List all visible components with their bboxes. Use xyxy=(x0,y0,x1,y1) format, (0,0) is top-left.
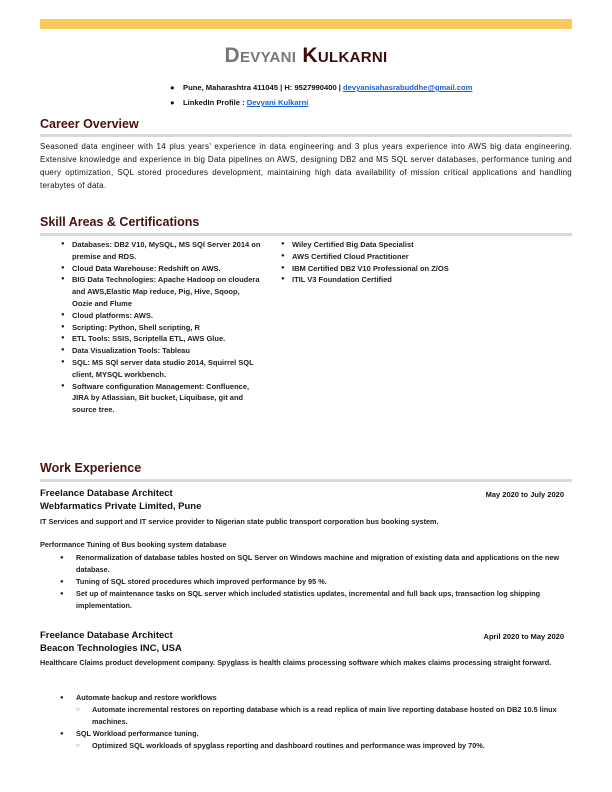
job-project: Performance Tuning of Bus booking system database xyxy=(40,540,227,549)
job-company: Webfarmatics Private Limited, Pune xyxy=(40,501,202,512)
skills-list xyxy=(61,239,261,416)
job-sub-bullet: ○ Optimized SQL workloads of spyglass reporting and dashboard routines and performance was improved by 70%. xyxy=(76,740,570,752)
skill-item: ● Cloud Data Warehouse: Redshift on AWS. xyxy=(61,263,261,275)
job-bullet: ● Tuning of SQL stored procedures which improved performance by 95 %. xyxy=(60,576,560,588)
job-sub-bullet: ○ Automate incremental restores on reporting database which is a read replica of main live reporting database hosted on DB2 10.5 linux machines. xyxy=(76,704,570,728)
job-bullets xyxy=(60,552,560,612)
skill-item: ● BIG Data Technologies: Apache Hadoop on cloudera and AWS,Elastic Map reduce, Pig, Hive, Sqoop, Oozie and Flume xyxy=(61,274,261,309)
career-heading: Career Overview xyxy=(40,117,139,131)
job-bullet: ● Automate backup and restore workflows ○ Automate incremental restores on reporting database which is a read replica of main live reporting database hosted on DB2 10.5 linux machines. xyxy=(60,692,570,728)
job-dates: April 2020 to May 2020 xyxy=(483,632,564,641)
linkedin-link[interactable]: Devyani Kulkarni xyxy=(246,98,309,107)
certification-item: ● IBM Certified DB2 V10 Professional on Z/OS xyxy=(281,263,541,275)
divider xyxy=(40,479,572,482)
skill-item: ● Scripting: Python, Shell scripting, R xyxy=(61,322,261,334)
job-description: IT Services and support and IT service provider to Nigerian state public transport corporation bus booking system. xyxy=(40,517,439,526)
skill-item: ● Software configuration Management: Confluence, JIRA by Atlassian, Bit bucket, Liquibase, git and source tree. xyxy=(61,381,261,416)
contact-line: ● Pune, Maharashtra 411045 | H: 9527990400 | devyanisahasrabuddhe@gmail.com xyxy=(170,83,473,92)
candidate-name: Devyani Kulkarni xyxy=(224,44,388,67)
job-title: Freelance Database Architect xyxy=(40,630,173,641)
email-link[interactable]: devyanisahasrabuddhe@gmail.com xyxy=(343,83,473,92)
job-bullet: ● SQL Workload performance tuning. ○ Optimized SQL workloads of spyglass reporting and dashboard routines and performance was improved by 70%. xyxy=(60,728,570,752)
skill-item: ● ETL Tools: SSIS, Scriptella ETL, AWS Glue. xyxy=(61,333,261,345)
linkedin-line: ● LinkedIn Profile : Devyani Kulkarni xyxy=(170,98,309,107)
job-description: Healthcare Claims product development company. Spyglass is health claims processing software which makes claims processing straight forward. xyxy=(40,658,552,667)
header-accent-bar xyxy=(40,19,572,29)
divider xyxy=(40,134,572,137)
skill-item: ● Cloud platforms: AWS. xyxy=(61,310,261,322)
certifications-list xyxy=(281,239,541,286)
skill-item: ● SQL: MS SQl server data studio 2014, Squirrel SQL client, MYSQL workbench. xyxy=(61,357,261,381)
work-heading: Work Experience xyxy=(40,461,142,475)
job-bullet: ● Set up of maintenance tasks on SQL server which included statistics updates, incremental and full back ups, transaction log shipping implementation. xyxy=(60,588,560,612)
job-bullet: ● Renormalization of database tables hosted on SQL Server on Windows machine and migration of existing data and applications on the new database. xyxy=(60,552,560,576)
job-company: Beacon Technologies INC, USA xyxy=(40,643,182,654)
skills-heading: Skill Areas & Certifications xyxy=(40,215,200,229)
job-dates: May 2020 to July 2020 xyxy=(485,490,564,499)
skill-item: ● Databases: DB2 V10, MySQL, MS SQl Server 2014 on premise and RDS. xyxy=(61,239,261,263)
job-bullets xyxy=(60,692,570,752)
job-title: Freelance Database Architect xyxy=(40,488,173,499)
skill-item: ● Data Visualization Tools: Tableau xyxy=(61,345,261,357)
divider xyxy=(40,233,572,236)
certification-item: ● Wiley Certified Big Data Specialist xyxy=(281,239,541,251)
certification-item: ● AWS Certified Cloud Practitioner xyxy=(281,251,541,263)
career-summary: Seasoned data engineer with 14 plus years’ experience in data engineering and 3 plus years experience into AWS big data engineering. Extensive knowledge and experience in big Data pipelines on AWS, designing DB2 and MS SQL server databases, performance tuning and query optimization, SQL stored procedures development, maintaining high data availability of mission critical applications and handling terabytes of data. xyxy=(40,142,572,190)
certification-item: ● ITIL V3 Foundation Certified xyxy=(281,274,541,286)
